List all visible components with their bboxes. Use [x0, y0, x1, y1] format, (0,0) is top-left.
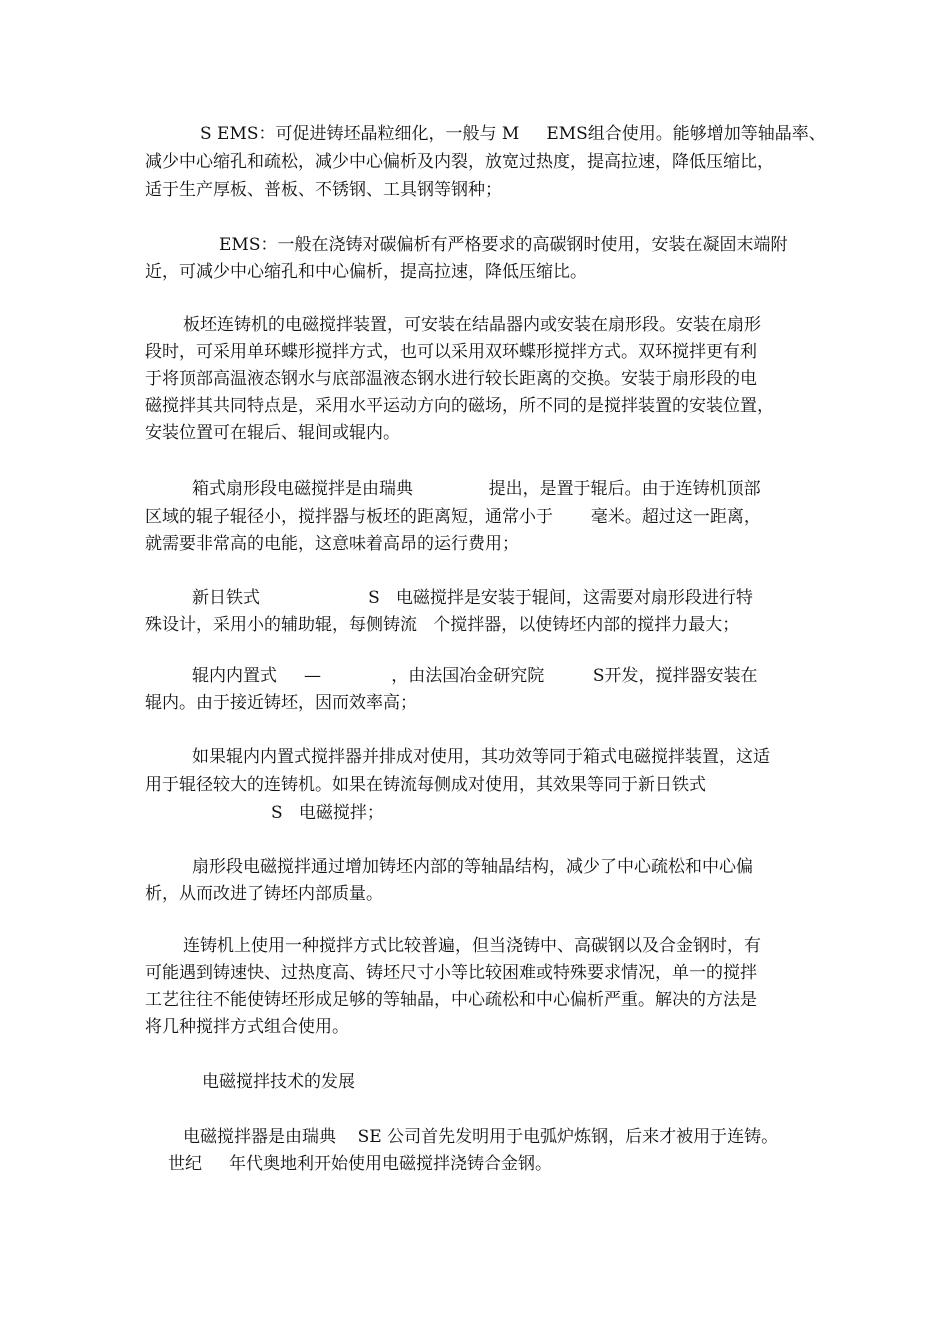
text-line: 辊内内置式 — ，由法国冶金研究院 S开发，搅拌器安装在 [192, 666, 758, 686]
text-line: 世纪 年代奥地利开始使用电磁搅拌浇铸合金钢。 [168, 1154, 553, 1174]
text-line: 段时，可采用单环蝶形搅拌方式，也可以采用双环蝶形搅拌方式。双环搅拌更有利 [145, 342, 757, 362]
text-line: 工艺往往不能使铸坯形成足够的等轴晶，中心疏松和中心偏析严重。解决的方法是 [145, 990, 757, 1010]
text-line: S 电磁搅拌； [271, 803, 384, 823]
text-line: 就需要非常高的电能，这意味着高昂的运行费用； [145, 534, 519, 554]
text-line: 辊内。由于接近铸坯，因而效率高； [145, 693, 417, 713]
text-line: 扇形段电磁搅拌通过增加铸坯内部的等轴晶结构，减少了中心疏松和中心偏 [192, 857, 753, 877]
text-line: 用于辊径较大的连铸机。如果在铸流每侧成对使用，其效果等同于新日铁式 [145, 775, 706, 795]
text-line: 于将顶部高温液态钢水与底部温液态钢水进行较长距离的交换。安装于扇形段的电 [145, 369, 757, 389]
text-line: 减少中心缩孔和疏松，减少中心偏析及内裂，放宽过热度，提高拉速，降低压缩比， [145, 152, 774, 172]
text-line: 新日铁式 S 电磁搅拌是安装于辊间，这需要对扇形段进行特 [192, 588, 753, 608]
text-line: 板坯连铸机的电磁搅拌装置，可安装在结晶器内或安装在扇形段。安装在扇形 [183, 315, 761, 335]
text-line: 析，从而改进了铸坯内部质量。 [145, 884, 383, 904]
text-line: 连铸机上使用一种搅拌方式比较普遍，但当浇铸中、高碳钢以及合金钢时，有 [183, 936, 761, 956]
text-line: 近，可减少中心缩孔和中心偏析，提高拉速，降低压缩比。 [145, 262, 587, 282]
text-line: 如果辊内内置式搅拌器并排成对使用，其功效等同于箱式电磁搅拌装置，这适 [192, 747, 770, 767]
text-line: 磁搅拌其共同特点是，采用水平运动方向的磁场，所不同的是搅拌装置的安装位置， [145, 396, 774, 416]
text-line: 区域的辊子辊径小，搅拌器与板坯的距离短，通常小于 毫米。超过这一距离， [145, 507, 761, 527]
text-line: 殊设计，采用小的辅助辊，每侧铸流 个搅拌器，以使铸坯内部的搅拌力最大； [145, 615, 740, 635]
text-line: 箱式扇形段电磁搅拌是由瑞典 提出，是置于辊后。由于连铸机顶部 [192, 479, 761, 499]
text-line: 适于生产厚板、普板、不锈钢、工具钢等钢种； [145, 180, 502, 200]
text-line: 安装位置可在辊后、辊间或辊内。 [145, 423, 400, 443]
text-line: EMS：一般在浇铸对碳偏析有严格要求的高碳钢时使用，安装在凝固末端附 [219, 235, 788, 255]
section-heading: 电磁搅拌技术的发展 [202, 1072, 355, 1092]
text-line: S EMS：可促进铸坯晶粒细化，一般与 M EMS组合使用。能够增加等轴晶率、 [200, 124, 826, 144]
text-line: 将几种搅拌方式组合使用。 [145, 1017, 349, 1037]
text-line: 电磁搅拌器是由瑞典 SE 公司首先发明用于电弧炉炼钢，后来才被用于连铸。 [183, 1127, 779, 1147]
text-line: 可能遇到铸速快、过热度高、铸坯尺寸小等比较困难或特殊要求情况，单一的搅拌 [145, 963, 757, 983]
